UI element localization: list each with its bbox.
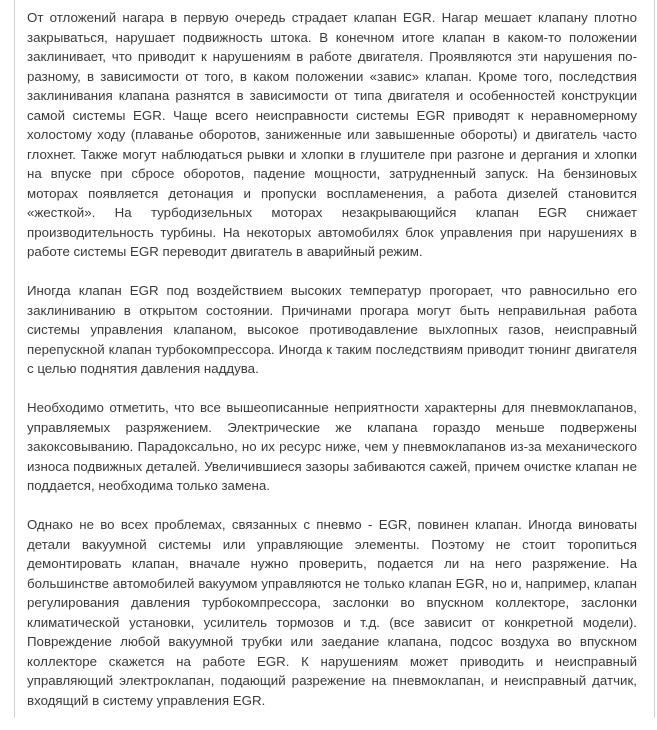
paragraph-egr-carbon-deposits: От отложений нагара в первую очередь страдает клапан EGR. Нагар мешает клапану плотно закрываться, нарушает подвижность штока. В конечном итоге клапан в каком-то положении заклинивает, что приводит к нарушениям в работе двигателя. Проявляются эти нарушения по-разному, в зависимости от того, в каком положении «завис» клапан. Кроме того, последствия заклинивания клапана разнятся в зависимости от типа двигателя и особенностей конструкции самой системы EGR. Чаще всего неисправности системы EGR приводят к неравномерному холостому ходу (плаванье оборотов, заниженные или завышенные обороты) и двигатель часто глохнет. Также могут наблюдаться рывки и хлопки в глушителе при разгоне и дергания и хлопки на впуске при сбросе оборотов, падение мощности, затрудненный запуск. На бензиновых моторах появляется детонация и пропуски воспламенения, а работа дизелей становится «жесткой». На турбодизельных моторах незакрывающийся клапан EGR снижает производительность турбины. На некоторых автомобилях блок управления при нарушениях в работе системы EGR переводит двигатель в аварийный режим. [27,10,637,259]
paragraph-egr-burnout: Иногда клапан EGR под воздействием высоких температур прогорает, что равносильно его заклиниванию в открытом состоянии. Причинами прогара могут быть неправильная работа системы управления клапаном, высокое противодавление выхлопных газов, неисправный перепускной клапан турбокомпрессора. Иногда к таким последствиям приводит тюнинг двигателя с целью поднятия давления наддува. [27,283,637,376]
paragraph-vacuum-system: Однако не во всех проблемах, связанных с пневмо - EGR, повинен клапан. Иногда виноваты детали вакуумной системы или управляющие элементы. Поэтому не стоит торопиться демонтировать клапан, вначале нужно проверить, подается ли на него разряжение. На большинстве автомобилей вакуумом управляются не только клапан EGR, но и, например, клапан регулирования давления турбокомпрессора, заслонки во впускном коллекторе, заслонки климатической установки, усилитель тормозов и т.д. (все зависит от конкретной модели). Повреждение любой вакуумной трубки или заедание клапана, подсос воздуха во впускном коллекторе скажется на работе EGR. К нарушениям может приводить и неисправный управляющий электроклапан, подающий разрежение на пневмоклапан, и неисправный датчик, входящий в систему управления EGR. [27,517,637,708]
article-body [27,8,637,730]
paragraph-pneumatic-vs-electric: Необходимо отметить, что все вышеописанные неприятности характерны для пневмоклапанов, управляемых разряжением. Электрические же клапана гораздо меньше подвержены закоксовыванию. Парадоксально, но их ресурс ниже, чем у пневмоклапанов из-за механического износа подвижных деталей. Увеличившиеся зазоры забиваются сажей, причем очистке клапан не поддается, необходима только замена. [27,400,637,493]
